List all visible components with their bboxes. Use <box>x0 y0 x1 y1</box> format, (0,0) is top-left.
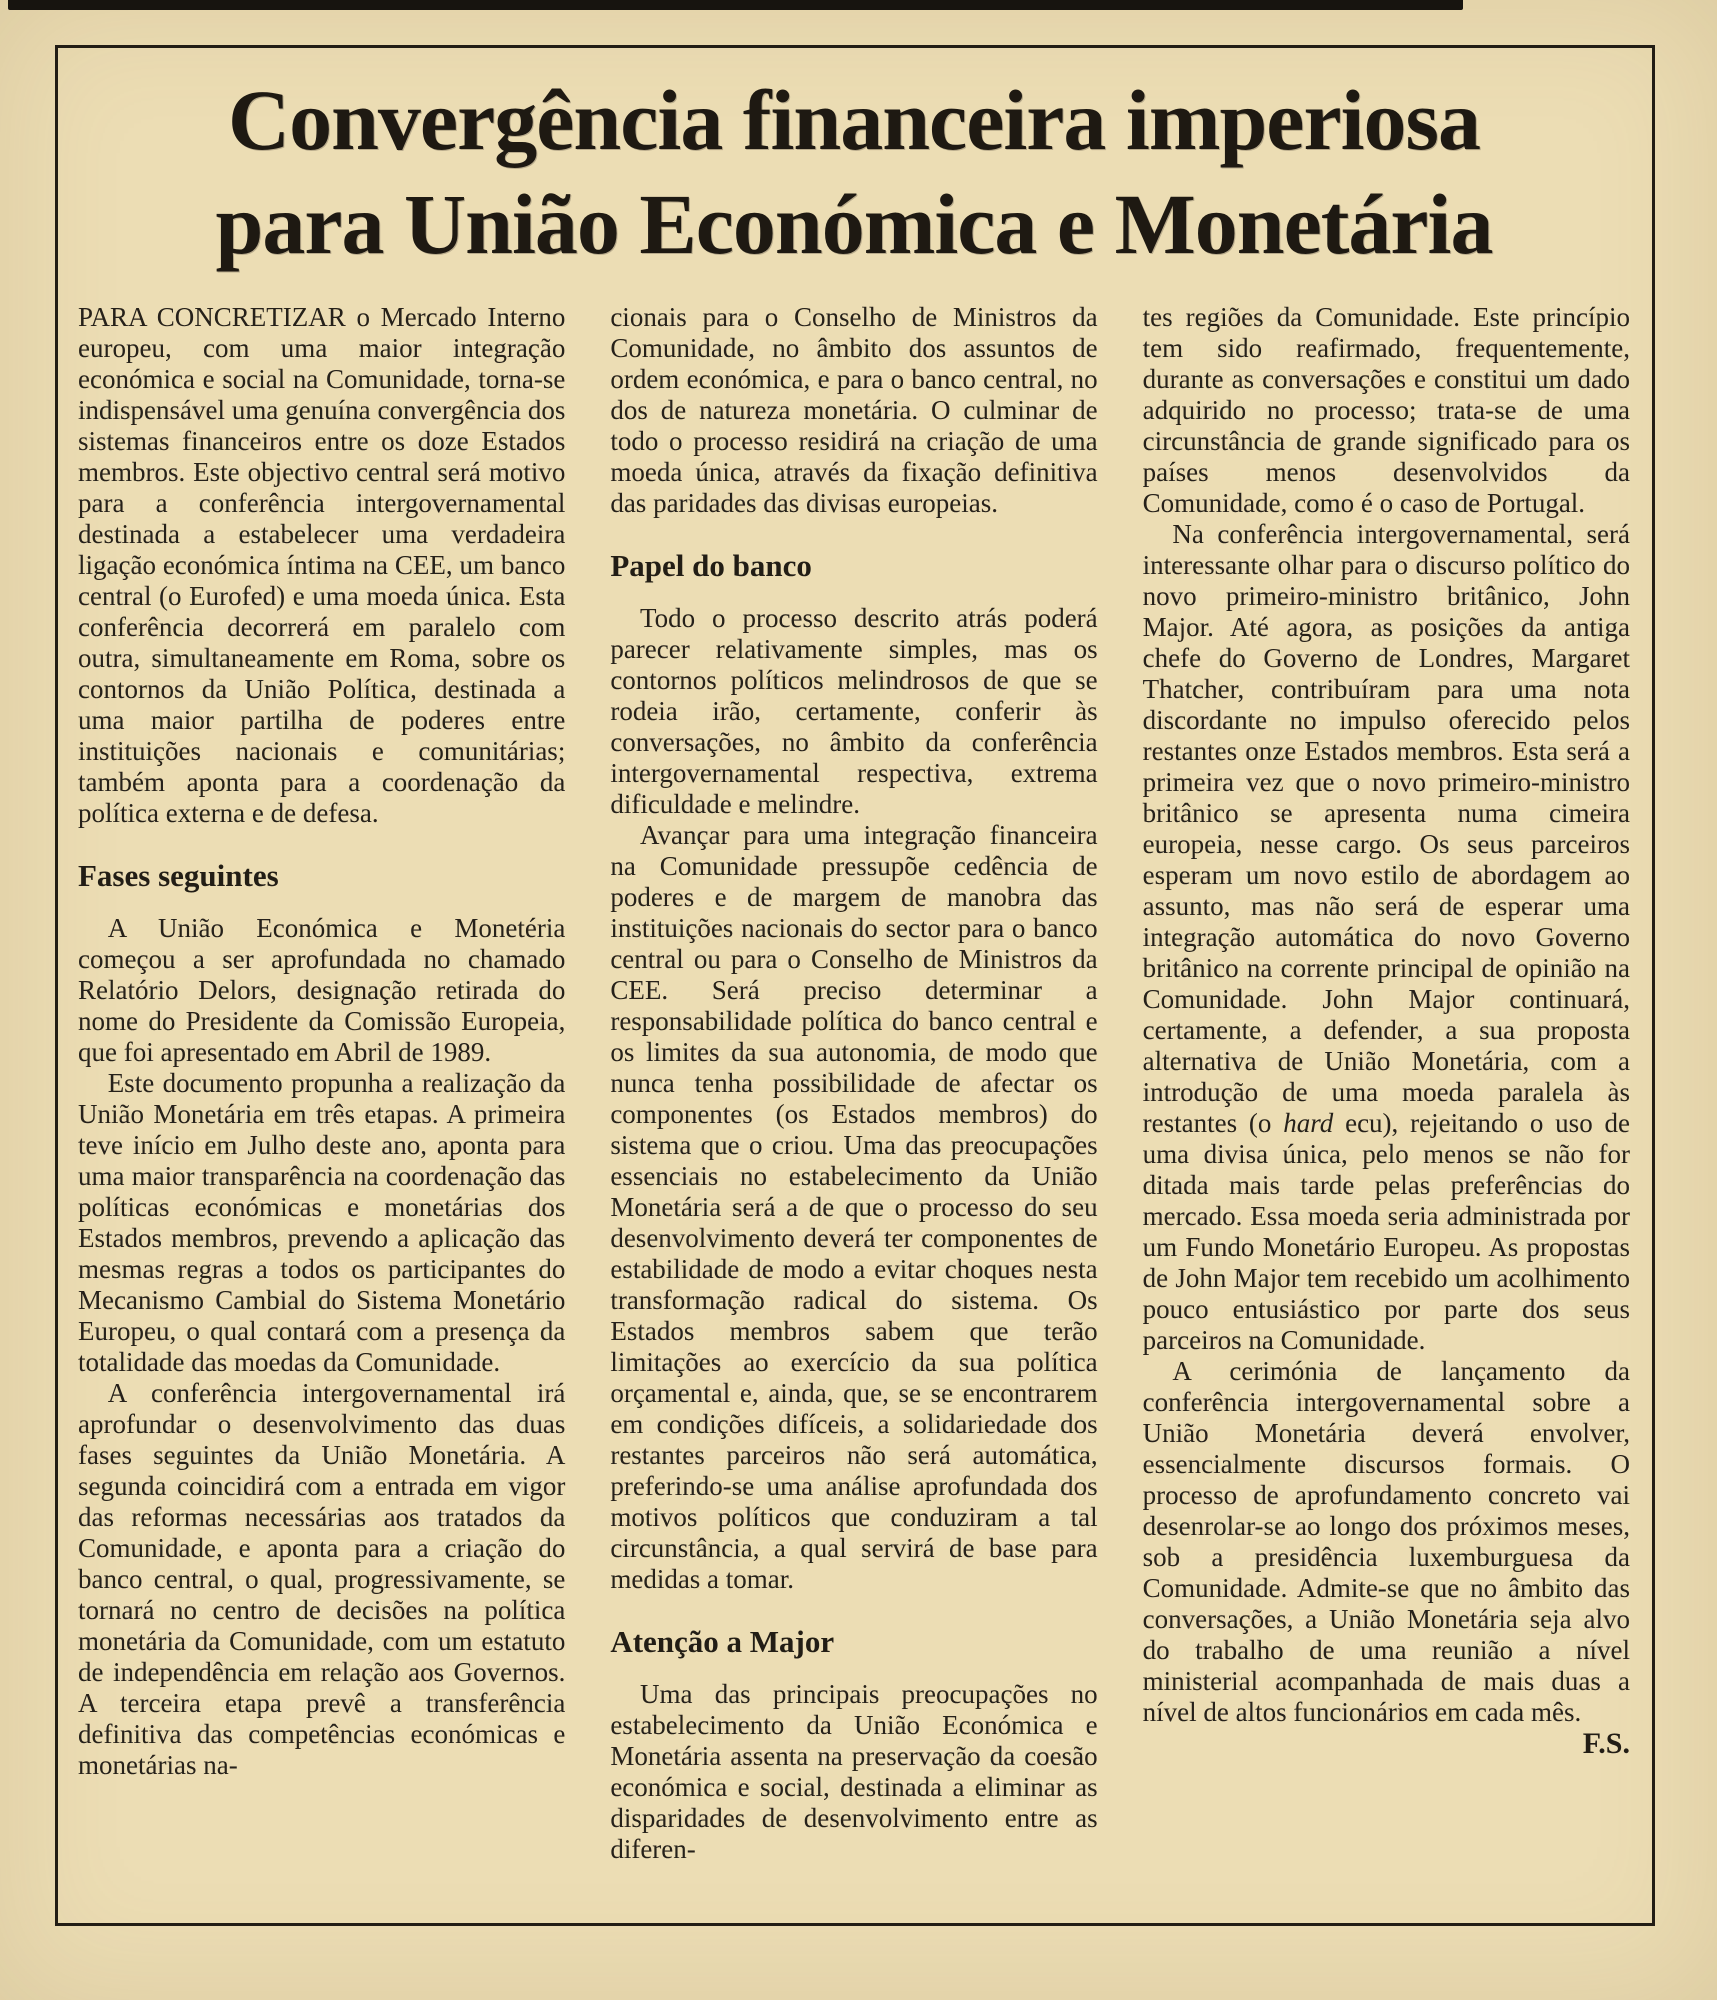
paragraph <box>1143 519 1630 1356</box>
paragraph: A União Económica e Monetéria começou a ser aprofundada no chamado Relatório Delors, designação retirada do nome do Presidente da Comissão Europeia, que foi apresentado em Abril de 1989. <box>78 913 566 1067</box>
headline-line-1: Convergência financeira imperiosa <box>227 72 1480 168</box>
subhead-fases-seguintes: Fases seguintes <box>78 858 279 893</box>
column-2 <box>610 302 1097 1865</box>
article-border <box>55 45 1655 1926</box>
scan-artifact-bar <box>8 0 1463 10</box>
paragraph: Uma das principais preocupações no estabelecimento da União Económica e Monetária assenta na preservação da coesão económica e social, destinada a eliminar as disparidades de desenvolvimento entre as diferen- <box>610 1679 1098 1864</box>
paragraph: A conferência intergovernamental irá aprofundar o desenvolvimento das duas fases seguintes da União Monetária. A segunda coincidirá com a entrada em vigor das reformas necessárias aos tratados da Comunidade, e aponta para a criação do banco central, o qual, progressivamente, se tornará no centro de decisões na política monetária da Comunidade, com um estatuto de independência em relação aos Governos. A terceira etapa prevê a transferência definitiva das competências económicas e monetárias na- <box>78 1378 566 1780</box>
author-initials: F.S. <box>1582 1727 1630 1760</box>
paragraph-lead: PARA CONCRETIZAR o Mercado Interno europeu, com uma maior integração económica e social na Comunidade, torna-se indispensável uma genuína convergência dos sistemas financeiros entre os doze Estados membros. Este objectivo central será motivo para a conferência intergovernamental destinada a estabelecer uma verdadeira ligação económica íntima na CEE, um banco central (o Eurofed) e uma moeda única. Esta conferência decorrerá em paralelo com outra, simultaneamente em Roma, sobre os contornos da União Política, destinada a uma maior partilha de poderes entre instituições nacionais e comunitárias; também aponta para a coordenação da política externa e de defesa. <box>78 302 566 828</box>
subhead-papel-do-banco: Papel do banco <box>610 548 812 583</box>
italic-term-hard: hard <box>1283 1108 1334 1138</box>
paragraph: Todo o processo descrito atrás poderá parecer relativamente simples, mas os contornos políticos melindrosos de que se rodeia irão, certamente, conferir às conversações, no âmbito da conferência intergovernamental respectiva, extrema dificuldade e melindre. <box>610 603 1098 819</box>
subhead-atencao-a-major: Atenção a Major <box>610 1624 835 1659</box>
paragraph-continuation: tes regiões da Comunidade. Este princípio tem sido reafirmado, frequentemente, durante as conversações e constitui um dado adquirido no processo; trata-se de uma circunstância de grande significado para os países menos desenvolvidos da Comunidade, como é o caso de Portugal. <box>1142 302 1630 518</box>
paragraph-text: ecu), rejeitando o uso de uma divisa única, pelo menos se não for ditada mais tarde pelas preferências do mercado. Essa moeda seria administrada por um Fundo Monetário Europeu. As propostas de John Major tem recebido um acolhimento pouco entusiástico por parte dos seus parceiros na Comunidade. <box>1142 1108 1630 1355</box>
page-title <box>78 68 1630 276</box>
paragraph: A cerimónia de lançamento da conferência intergovernamental sobre a União Monetária deverá envolver, essencialmente discursos formais. O processo de aprofundamento concreto vai desenrolar-se ao longo dos próximos meses, sob a presidência luxemburguesa da Comunidade. Admite-se que no âmbito das conversações, a União Monetária seja alvo do trabalho de uma reunião a nível ministerial acompanhada de mais duas a nível de altos funcionários em cada mês. <box>1142 1356 1630 1727</box>
column-1 <box>78 302 565 1781</box>
paragraph-continuation: cionais para o Conselho de Ministros da Comunidade, no âmbito dos assuntos de ordem económica, e para o banco central, no dos de natureza monetária. O culminar de todo o processo residirá na criação de uma moeda única, através da fixação definitiva das paridades das divisas europeias. <box>610 302 1098 518</box>
paragraph: Este documento propunha a realização da União Monetária em três etapas. A primeira teve início em Julho deste ano, aponta para uma maior transparência na coordenação das políticas económicas e monetárias dos Estados membros, prevendo a aplicação das mesmas regras a todos os participantes do Mecanismo Cambial do Sistema Monetário Europeu, o qual contará com a presença da totalidade das moedas da Comunidade. <box>78 1068 566 1377</box>
article-columns <box>78 302 1630 1865</box>
paragraph-text: Na conferência intergovernamental, será interessante olhar para o discurso político do novo primeiro-ministro britânico, John Major. Até agora, as posições da antiga chefe do Governo de Londres, Margaret Thatcher, contribuíram para uma nota discordante no impulso oferecido pelos restantes onze Estados membros. Esta será a primeira vez que o novo primeiro-ministro britânico se apresenta numa cimeira europeia, nesse cargo. Os seus parceiros esperam um novo estilo de abordagem ao assunto, mas não será de esperar uma integração automática do novo Governo britânico na corrente principal de opinião na Comunidade. John Major continuará, certamente, a defender, a sua proposta alternativa de União Monetária, com a introdução de uma moeda paralela às restantes (o <box>1142 519 1630 1138</box>
column-3 <box>1143 302 1630 1759</box>
paragraph: Avançar para uma integração financeira na Comunidade pressupõe cedência de poderes e de margem de manobra das instituições nacionais do sector para o banco central ou para o Conselho de Ministros da CEE. Será preciso determinar a responsabilidade política do banco central e os limites da sua autonomia, de modo que nunca tenha possibilidade de afectar os componentes (os Estados membros) do sistema que o criou. Uma das preocupações essenciais no estabelecimento da União Monetária será a de que o processo do seu desenvolvimento deverá ter componentes de estabilidade de modo a evitar choques nesta transformação radical do sistema. Os Estados membros sabem que terão limitações ao exercício da sua política orçamental e, ainda, que, se se encontrarem em condições difíceis, a solidariedade dos restantes parceiros não será automática, preferindo-se uma análise aprofundada dos motivos políticos que conduziram a tal circunstância, a qual servirá de base para medidas a tomar. <box>610 820 1098 1594</box>
headline-line-2: para União Económica e Monetária <box>215 176 1493 272</box>
